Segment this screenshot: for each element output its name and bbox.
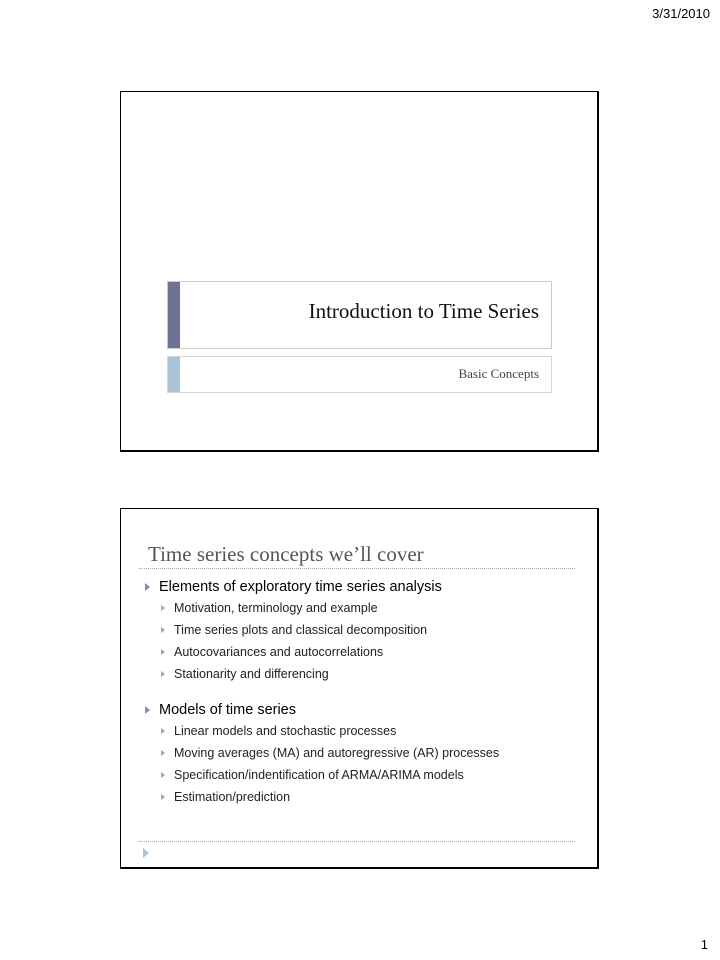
bullet-text: Autocovariances and autocorrelations bbox=[174, 645, 384, 659]
triangle-right-icon bbox=[161, 728, 165, 734]
triangle-right-icon bbox=[161, 772, 165, 778]
bullet-text: Specification/indentification of ARMA/ARIMA models bbox=[174, 768, 464, 782]
subtitle-accent-bar bbox=[168, 357, 180, 392]
print-date: 3/31/2010 bbox=[652, 6, 710, 21]
subtitle-block bbox=[167, 356, 552, 393]
bullet-level-1 bbox=[145, 699, 577, 720]
slide-2 bbox=[120, 508, 599, 869]
bullet-text: Motivation, terminology and example bbox=[174, 601, 378, 615]
bullet-text: Elements of exploratory time series analysis bbox=[159, 578, 442, 595]
page-number: 1 bbox=[700, 937, 708, 952]
triangle-right-icon bbox=[143, 848, 149, 858]
bullet-list bbox=[145, 576, 577, 808]
bullet-level-2 bbox=[161, 720, 577, 742]
triangle-right-icon bbox=[145, 583, 150, 591]
bullet-text: Moving averages (MA) and autoregressive (AR) processes bbox=[174, 746, 500, 760]
bullet-level-2 bbox=[161, 619, 577, 641]
triangle-right-icon bbox=[145, 706, 150, 714]
triangle-right-icon bbox=[161, 750, 165, 756]
bullet-level-2 bbox=[161, 663, 577, 685]
slide-subtitle: Basic Concepts bbox=[458, 366, 539, 381]
triangle-right-icon bbox=[161, 605, 165, 611]
triangle-right-icon bbox=[161, 649, 165, 655]
slide-1 bbox=[120, 91, 599, 452]
footer-divider bbox=[139, 841, 575, 842]
bullet-section bbox=[145, 699, 577, 808]
bullet-level-2 bbox=[161, 742, 577, 764]
bullet-level-2 bbox=[161, 764, 577, 786]
triangle-right-icon bbox=[161, 671, 165, 677]
bullet-text: Models of time series bbox=[159, 701, 296, 718]
title-accent-bar bbox=[168, 282, 180, 348]
bullet-level-1 bbox=[145, 576, 577, 597]
slide-title: Introduction to Time Series bbox=[308, 299, 539, 323]
bullet-level-2 bbox=[161, 641, 577, 663]
bullet-text: Linear models and stochastic processes bbox=[174, 724, 397, 738]
bullet-text: Estimation/prediction bbox=[174, 790, 291, 804]
bullet-text: Time series plots and classical decomposition bbox=[174, 623, 428, 637]
title-block bbox=[167, 281, 552, 349]
heading-divider bbox=[139, 568, 575, 569]
bullet-level-2 bbox=[161, 597, 577, 619]
bullet-section bbox=[145, 576, 577, 685]
bullet-level-2 bbox=[161, 786, 577, 808]
triangle-right-icon bbox=[161, 627, 165, 633]
slide-heading: Time series concepts we’ll cover bbox=[148, 542, 424, 566]
triangle-right-icon bbox=[161, 794, 165, 800]
bullet-text: Stationarity and differencing bbox=[174, 667, 329, 681]
